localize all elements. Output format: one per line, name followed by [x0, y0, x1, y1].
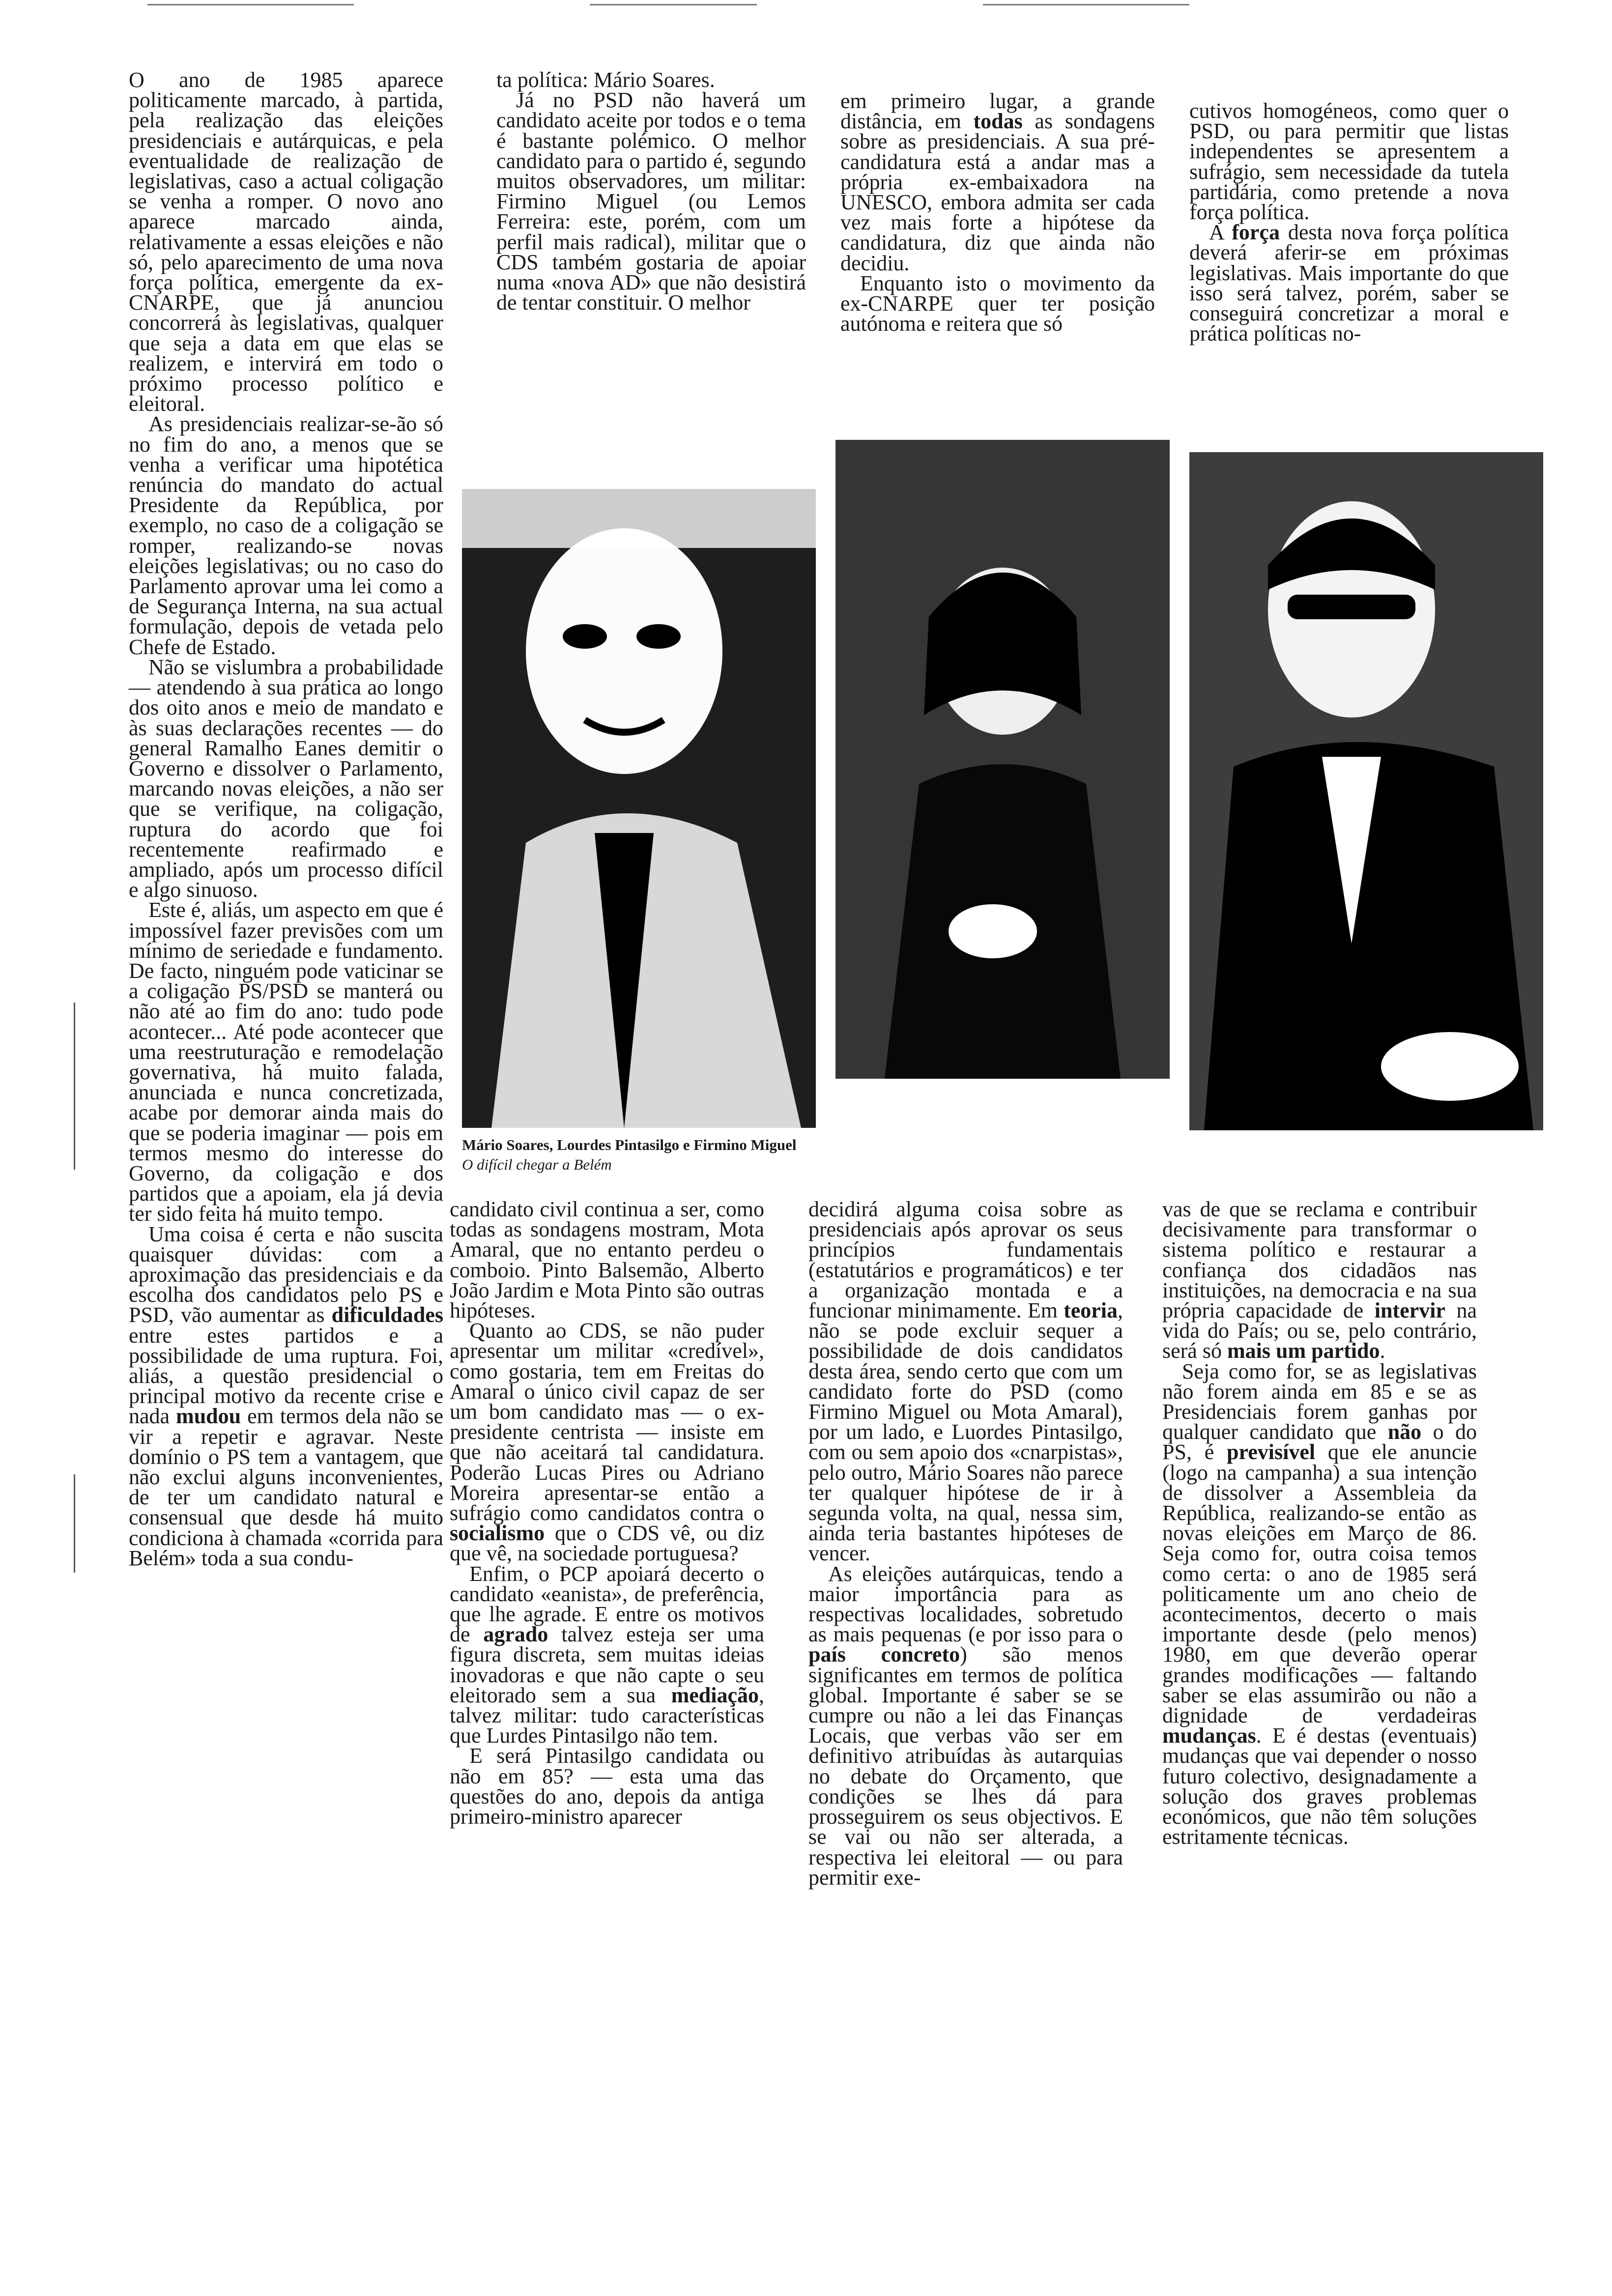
col1-paragraph-1: O ano de 1985 aparece politicamente marcado, à partida, pela realização das eleições presidenciais e autárquicas, e pela eventualidade de realização de legislativas, caso a actual coligação se venha a romper. O novo ano aparece marcado ainda, relativamente a essas eleições e não só, pelo aparecimento de uma nova força política, emergente da ex-CNARPE, que já anunciou concorrerá às legislativas, qualquer que seja a data em que elas se realizem, e intervirá em todo o próximo processo político e eleitoral.	[129, 68, 443, 416]
article-column-5	[450, 1199, 764, 1827]
col6-paragraph-2: As eleições autárquicas, tendo a maior importância para as respectivas localidades, sobretudo as mais pequenas (e por isso para o país concreto) são menos significantes em termos de política global. Importante é saber se se cumpre ou não a lei das Finanças Locais, que verbas vão ser em definitivo atribuídas às autarquias no debate do Orçamento, que condições se lhes dá para prosseguirem os seus objectivos. E se vai ou não ser alterada, a respectiva lei eleitoral — ou para permitir exe-	[808, 1561, 1123, 1890]
photo-lourdes-pintasilgo	[835, 440, 1170, 1079]
col5-paragraph-1: candidato civil continua a ser, como todas as sondagens mostram, Mota Amaral, que no entanto perdeu o comboio. Pinto Balsemão, Alberto João Jardim e Mota Pinto são outras hipóteses.	[450, 1197, 764, 1323]
article-column-1	[129, 70, 443, 1568]
article-column-3	[840, 91, 1155, 334]
col7-paragraph-2: Seja como for, se as legislativas não forem ainda em 85 e se as Presidenciais forem ganhas por qualquer candidato que não o do PS, é previsível que ele anuncie (logo na campanha) a sua intenção de dissolver a Assembleia da República, realizando-se então as novas eleições em Março de 86. Seja como for, outra coisa temos como certa: o ano de 1985 será politicamente um ano cheio de acontecimentos, decerto o mais importante desde (pelo menos) 1980, em que deverão operar grandes modificações — faltando saber se elas assumirão ou não a dignidade de verdadeiras mudanças. E é destas (eventuais) mudanças que vai depender o nosso futuro colectivo, designadamente a solução dos graves problemas económicos, que não têm soluções estritamente técnicas.	[1162, 1359, 1477, 1849]
top-rule-right	[983, 4, 1189, 5]
col4-paragraph-1: cutivos homogéneos, como quer o PSD, ou para permitir que listas independentes se apresentem a sufrágio, sem necessidade da tutela partidária, como pretende a nova força política.	[1189, 99, 1509, 225]
margin-mark-left-lower	[74, 1474, 75, 1573]
top-rule-left	[147, 4, 354, 5]
article-column-6	[808, 1199, 1123, 1888]
photo-caption: Mário Soares, Lourdes Pintasilgo e Firmino Miguel	[462, 1136, 797, 1153]
col2-paragraph-2: Já no PSD não haverá um candidato aceite por todos e o tema é bastante polémico. O melhor candidato para o partido é, segundo muitos observadores, um militar: Firmino Miguel (ou Lemos Ferreira: este, porém, com um perfil mais radical), militar que o CDS também gostaria de apoiar numa «nova AD» que não desistirá de tentar constituir. O melhor	[496, 88, 806, 315]
margin-mark-left	[74, 1003, 75, 1170]
article-column-4	[1189, 101, 1509, 344]
photo-firmino-miguel	[1189, 452, 1543, 1130]
col5-paragraph-4: E será Pintasilgo candidata ou não em 85? — esta uma das questões do ano, depois da antiga primeiro-ministro aparecer	[450, 1744, 764, 1829]
col5-paragraph-3: Enfim, o PCP apoiará decerto o candidato «eanista», de preferência, que lhe agrade. E entre os motivos de agrado talvez esteja ser uma figura discreta, sem muitas ideias inovadoras e que não capte o seu eleitorado sem a sua mediação, talvez militar: tudo características que Lurdes Pintasilgo não tem.	[450, 1561, 764, 1748]
col3-paragraph-2: Enquanto isto o movimento da ex-CNARPE quer ter posição autónoma e reitera que só	[840, 271, 1155, 336]
photo-mario-soares	[462, 489, 816, 1128]
col1-paragraph-5: Uma coisa é certa e não suscita quaisquer dúvidas: com a aproximação das presidenciais e da escolha dos candidatos pelo PS e PSD, vão aumentar as dificuldades entre estes partidos e a possibilidade de uma ruptura. Foi, aliás, a questão presidencial o principal motivo da recente crise e nada mudou em termos dela não se vir a repetir e agravar. Neste domínio o PS tem a vantagem, que não exclui alguns inconvenientes, de ter um candidato natural e consensual que desde há muito condiciona à chamada «corrida para Belém» toda a sua condu-	[129, 1222, 443, 1570]
article-column-2	[496, 70, 806, 313]
photo-subcaption: O difícil chegar a Belém	[462, 1156, 612, 1173]
col1-paragraph-2: As presidenciais realizar-se-ão só no fim do ano, a menos que se venha a verificar uma hipotética renúncia do mandato do actual Presidente da República, por exemplo, no caso de a coligação se romper, realizando-se novas eleições legislativas; ou no caso do Parlamento aprovar uma lei como a de Segurança Interna, na sua actual formulação, depois de vetada pelo Chefe de Estado.	[129, 412, 443, 659]
article-column-7	[1162, 1199, 1477, 1847]
col1-paragraph-3: Não se vislumbra a probabilidade — atendendo à sua prática ao longo dos oito anos e meio de mandato e às suas declarações recentes — do general Ramalho Eanes demitir o Governo e dissolver o Parlamento, marcando novas eleições, a não ser que se verifique, na coligação, ruptura do acordo que foi recentemente reafirmado e ampliado, após um processo difícil e algo sinuoso.	[129, 655, 443, 902]
col1-paragraph-4: Este é, aliás, um aspecto em que é impossível fazer previsões com um mínimo de seriedade e fundamento. De facto, ninguém pode vaticinar se a coligação PS/PSD se manterá ou não até ao fim do ano: tudo pode acontecer... Até pode acontecer que uma reestruturação e remodelação governativa, há muito falada, anunciada e nunca concretizada, acabe por demorar ainda mais do que se poderia imaginar — pois em termos mesmo do interesse do Governo, da coligação e dos partidos que a apoiam, ela já devia ter sido feita há muito tempo.	[129, 898, 443, 1226]
col5-paragraph-2: Quanto ao CDS, se não puder apresentar um militar «credível», como gostaria, tem em Freitas do Amaral o único civil capaz de ser um bom candidato mas — o ex-presidente centrista — insiste em que não aceitará tal candidatura. Poderão Lucas Pires ou Adriano Moreira apresentar-se então a sufrágio como candidatos contra o socialismo que o CDS vê, ou diz que vê, na sociedade portuguesa?	[450, 1319, 764, 1566]
col2-paragraph-1: ta política: Mário Soares.	[496, 68, 715, 92]
top-rule-center	[590, 4, 757, 5]
col7-paragraph-1: vas de que se reclama e contribuir decisivamente para transformar o sistema político e restaurar a confiança dos cidadãos nas instituições, na democracia e na sua própria capacidade de intervir na vida do País; ou se, pelo contrário, será só mais um partido.	[1162, 1197, 1477, 1363]
col6-paragraph-1: decidirá alguma coisa sobre as presidenciais após aprovar os seus princípios fundamentais (estatutários e programáticos) e ter a organização montada e a funcionar minimamente. Em teoria, não se pode excluir sequer a possibilidade de dois candidatos desta área, sendo certo que com um candidato forte do PSD (como Firmino Miguel ou Mota Amaral), por um lado, e Luordes Pintasilgo, com ou sem apoio dos «cnarpistas», pelo outro, Mário Soares não parece ter qualquer hipótese de ir à segunda volta, na qual, nessa sim, ainda teria bastantes hipóteses de vencer.	[808, 1197, 1123, 1566]
col4-paragraph-2: A força desta nova força política deverá aferir-se em próximas legislativas. Mais importante do que isso será talvez, porém, saber se conseguirá concretizar a moral e prática políticas no-	[1189, 220, 1509, 346]
col3-paragraph-1: em primeiro lugar, a grande distância, em todas as sondagens sobre as presidenciais. A sua pré-candidatura está a andar mas a própria ex-embaixadora na UNESCO, embora admita ser cada vez mais forte a hipótese da candidatura, diz que ainda não decidiu.	[840, 89, 1155, 275]
